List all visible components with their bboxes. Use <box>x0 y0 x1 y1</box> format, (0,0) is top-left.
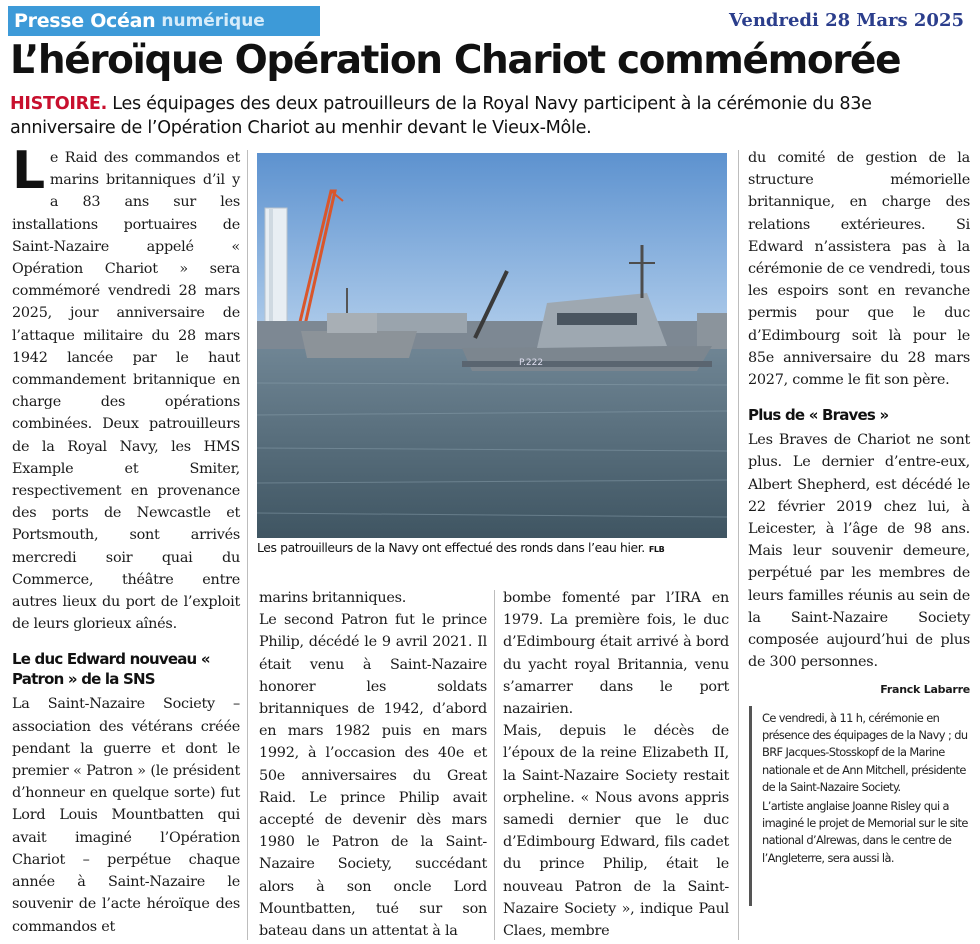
column-divider <box>494 590 495 940</box>
dropcap: L <box>12 141 45 201</box>
column-1 <box>12 141 240 938</box>
column-3 <box>503 587 729 942</box>
article-photo <box>257 153 727 538</box>
photo-credit: FLB <box>648 545 665 554</box>
subhead-plus-de-braves: Plus de « Braves » <box>748 406 889 425</box>
masthead-logo[interactable] <box>8 6 320 36</box>
col2-paragraph-1: marins britanniques. <box>259 590 407 606</box>
col3-paragraph-2: Mais, depuis le décès de l’époux de la reine Elizabeth II, la Saint-Nazaire Society restait orpheline. « Nous avons appris samedi dernier que le duc d’Edimbourg Edward, fils cadet du prince Philip, était le nouveau Patron de la Saint-Nazaire Society », indique Paul Claes, membre <box>503 723 729 940</box>
col1-paragraph-1 <box>12 141 240 635</box>
column-4 <box>748 147 970 702</box>
deck-kicker: HISTOIRE. <box>10 94 107 114</box>
author-signature: Franck Labarre <box>880 683 970 697</box>
deck-text: Les équipages des deux patrouilleurs de la Royal Navy participent à la cérémonie du 83e anniversaire de l’Opération Chariot au menhir devant le Vieux-Môle. <box>10 94 872 138</box>
column-2 <box>259 587 487 942</box>
edition-name: numérique <box>161 11 265 31</box>
infobox-paragraph-1: Ce vendredi, à 11 h, cérémonie en présence des équipages de la Navy ; du BRF Jacques-Stosskopf de la Marine nationale et de Ann Mitchell, présidente de la Saint-Nazaire Society. <box>762 711 968 794</box>
event-info-box <box>749 706 975 906</box>
caption-text: Les patrouilleurs de la Navy ont effectué des ronds dans l’eau hier. <box>257 540 645 555</box>
col1-paragraph-2: La Saint-Nazaire Society – association des vétérans créée pendant la guerre et dont le premier « Patron » (le président d’honneur en quelque sorte) fut Lord Louis Mountbatten qui avait imaginé l’Opération Chariot – perpétue chaque année à Saint-Nazaire le souvenir de l’acte héroïque des commandos et <box>12 696 240 935</box>
col3-paragraph-1: bombe fomenté par l’IRA en 1979. La première fois, le duc d’Edimbourg était arrivé à bord du yacht royal Britannia, venu s’amarrer dans le port nazairien. <box>503 590 729 718</box>
col4-paragraph-1: du comité de gestion de la structure mémorielle britannique, en charge des relations extérieures. Si Edward n’assistera pas à la cérémonie de ce vendredi, tous les espoirs sont en revanche permis pour que le duc d’Edimbourg soit là pour le 85e anniversaire du 28 mars 2027, comme le fit son père. <box>748 150 970 389</box>
publication-date: Vendredi 28 Mars 2025 <box>729 10 964 31</box>
column-divider <box>247 150 248 940</box>
patrol-boats-image <box>257 153 727 538</box>
subhead-duc-edward: Le duc Edward nouveau « Patron » de la SNS <box>12 650 210 689</box>
col1-p1-text: e Raid des commandos et marins britanniques d’il y a 83 ans sur les installations portuaires de Saint-Nazaire appelé « Opération Chariot » sera commémoré vendredi 28 mars 2025, jour anniversaire de l’attaque militaire du 28 mars 1942 lancée par le haut commandement britannique en charge des opérations combinées. Deux patrouilleurs de la Royal Navy, les HMS Example et Smiter, respectivement en provenance des ports de Newcastle et Portsmouth, sont arrivés mercredi soir quai du Commerce, théâtre entre autres lieux du port de l’exploit de leurs glorieux aînés. <box>12 150 240 633</box>
svg-text:P.222: P.222 <box>519 358 544 368</box>
infobox-paragraph-2: L’artiste anglaise Joanne Risley qui a imaginé le projet de Memorial sur le site national d’Alrewas, dans le centre de l’Angleterre, sera aussi là. <box>762 799 968 865</box>
col4-paragraph-2: Les Braves de Chariot ne sont plus. Le dernier d’entre-eux, Albert Shepherd, est décédé le 22 février 2019 chez lui, à Leicester, à l’âge de 98 ans. Mais leur souvenir demeure, perpétué par les membres de leurs familles réunis au sein de la Saint-Nazaire Society composée aujourd’hui de plus de 300 personnes. <box>748 432 970 671</box>
column-divider <box>738 150 739 940</box>
article-headline: L’héroïque Opération Chariot commémorée <box>10 38 901 83</box>
col2-paragraph-2: Le second Patron fut le prince Philip, décédé le 9 avril 2021. Il était venu à Saint-Nazaire honorer les soldats britanniques de 1942, d’abord en mars 1982 puis en mars 1992, à l’occasion des 40e et 50e anniversaires du Great Raid. Le prince Philip avait accepté de devenir dès mars 1980 le Patron de la Saint-Nazaire Society, succédant alors à son oncle Lord Mountbatten, tué sur son bateau dans un attentat à la <box>259 612 487 940</box>
photo-caption <box>257 540 727 555</box>
brand-name: Presse Océan <box>14 10 156 32</box>
article-deck <box>10 92 970 140</box>
